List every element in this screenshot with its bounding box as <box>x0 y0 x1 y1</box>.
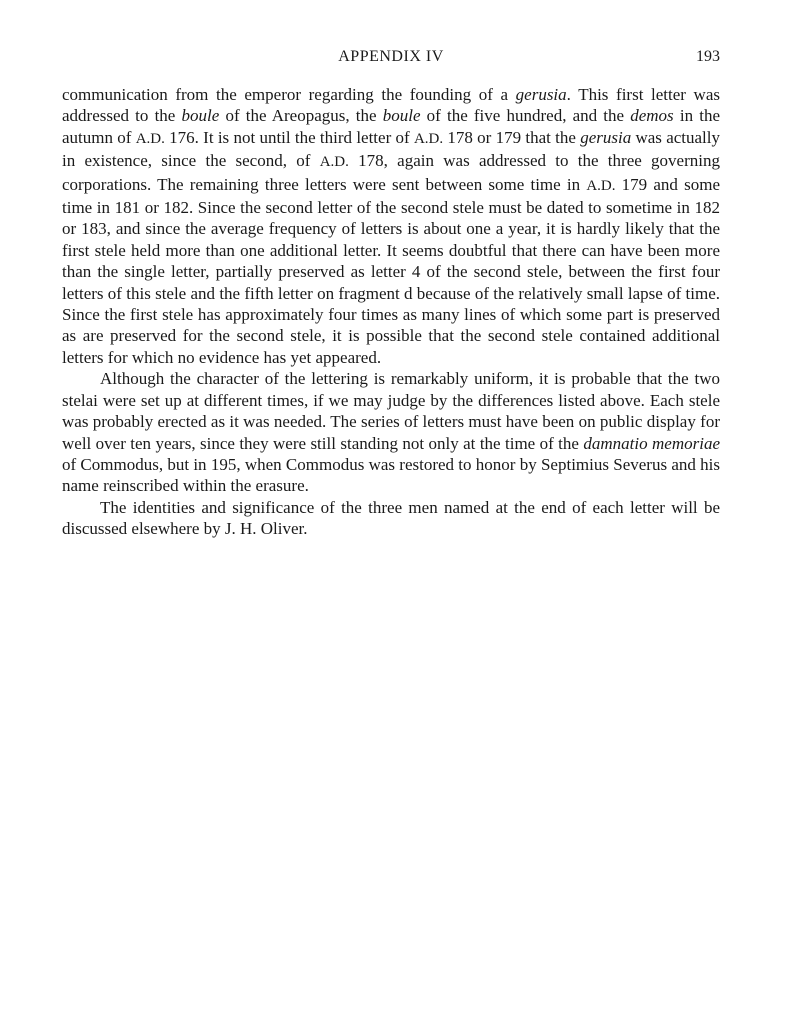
text-run: of the five hundred, and the <box>420 106 631 126</box>
italic-text: demos <box>630 106 674 126</box>
small-caps-text: A.D. <box>413 130 444 147</box>
body-text <box>62 84 720 540</box>
text-run: was actually in existence, since the second, of <box>62 127 720 171</box>
italic-text: gerusia <box>515 85 567 104</box>
document-page <box>62 48 720 540</box>
text-run: 178, again was addressed to the three governing corporations. The remaining three letters were sent between some time in <box>62 151 720 194</box>
text-run: of Commodus, but in 195, when Commodus was restored to honor by Septimius Severus and his name reinscribed within the erasure. <box>62 454 720 496</box>
page-number: 193 <box>696 48 720 65</box>
italic-text: boule <box>181 106 220 126</box>
text-run: . This first letter was addressed to the <box>62 85 720 126</box>
text-run: in the autumn of <box>62 106 720 147</box>
text-run: of the Areopagus, the <box>219 106 383 126</box>
text-run: Although the character of the lettering is remarkably uniform, it is probable that the two stelai were set up at different times, if we may judge by the differences listed above. Each stele was probably erected as it was needed. The series of letters must have been on public display for well over ten years, since they were still standing not only at the time of the <box>62 369 720 453</box>
italic-text: damnatio memoriae <box>583 433 720 453</box>
paragraph-3 <box>62 497 720 540</box>
running-title: APPENDIX IV <box>338 48 444 65</box>
text-run: 179 and some time in 181 or 182. Since the second letter of the second stele must be dated to sometime in 182 or 183, and since the average frequency of letters is about one a year, it is hardly likely that the first stele held more than one additional letter. It seems doubtful that there can have been more than the single letter, partially preserved as letter 4 of the second stele, between the first four letters of this stele and the fifth letter on fragment d because of the relatively small lapse of time. Since the first stele has approximately four times as many lines of which some part is preserved as are preserved for the second stele, it is possible that the second stele contained additional letters for which no evidence has yet appeared. <box>62 174 720 367</box>
italic-text: gerusia <box>580 127 632 147</box>
text-run: 176. It is not until the third letter of <box>164 127 414 147</box>
text-run: communication from the emperor regarding the founding of a <box>62 85 516 104</box>
text-run: The identities and significance of the three men named at the end of each letter will be discussed elsewhere by J. H. Oliver. <box>62 497 720 539</box>
small-caps-text: A.D. <box>586 177 616 194</box>
text-run: 178 or 179 that the <box>443 127 581 147</box>
paragraph-1 <box>62 84 720 368</box>
small-caps-text: A.D. <box>135 130 165 147</box>
paragraph-2 <box>62 368 720 496</box>
small-caps-text: A.D. <box>319 154 349 171</box>
italic-text: boule <box>382 106 421 126</box>
running-head <box>62 48 720 74</box>
